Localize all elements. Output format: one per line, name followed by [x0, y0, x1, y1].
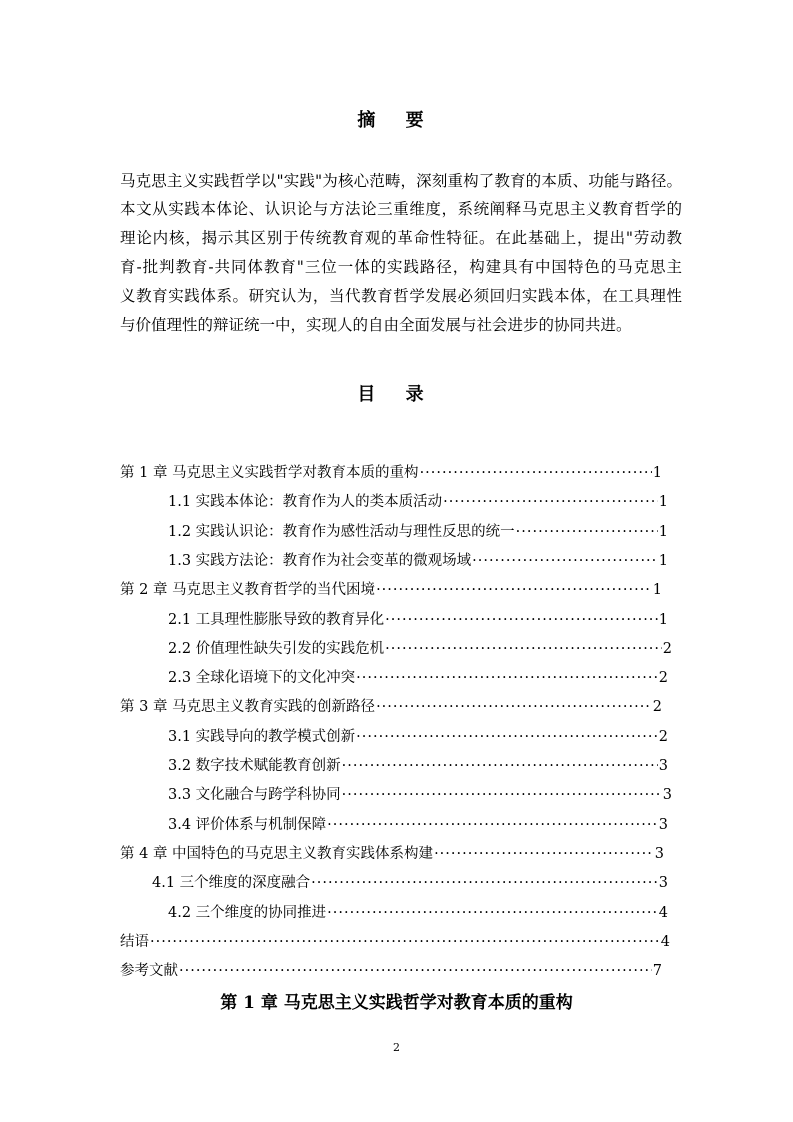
toc-entry-label: 1.1 实践本体论：教育作为人的类本质活动: [168, 494, 443, 511]
toc-entry-page: 1: [652, 465, 662, 481]
toc-entry-page: 3: [654, 845, 664, 862]
toc-entry-label: 1.2 实践认识论：教育作为感性活动与理性反思的统一: [168, 523, 515, 540]
toc-leader-dots: [342, 756, 658, 776]
toc-leader-dots: [327, 815, 658, 835]
toc-leader-dots: [516, 522, 658, 542]
toc-entry-page: 4: [658, 904, 668, 921]
abstract-line: 本文从实践本体论、认识论与方法论三重维度，系统阐释马克思主义教育哲学的: [120, 200, 682, 218]
abstract-line: 马克思主义实践哲学以"实践"为核心范畴，深刻重构了教育的本质、功能与路径。: [120, 172, 682, 190]
toc-entry-label: 3.4 评价体系与机制保障: [168, 816, 327, 833]
toc-entry[interactable]: [168, 756, 668, 776]
toc-title: 目 录: [357, 384, 436, 405]
toc-entry-label: 第 2 章 马克思主义教育哲学的当代困境: [120, 582, 376, 599]
toc-entry-page: 2: [652, 699, 662, 716]
toc-entry[interactable]: [168, 903, 668, 923]
toc-entry-page: 4: [660, 933, 670, 950]
toc-entry-label: 第 4 章 中国特色的马克思主义教育实践体系构建: [120, 845, 434, 862]
toc-leader-dots: [356, 668, 658, 688]
toc-entry[interactable]: [120, 961, 662, 981]
toc-entry[interactable]: [152, 873, 668, 893]
toc-entry-label: 4.1 三个维度的深度融合: [152, 875, 311, 892]
toc-leader-dots: [385, 639, 662, 659]
toc-entry-label: 第 1 章 马克思主义实践哲学对教育本质的重构: [120, 465, 419, 481]
toc-entry-label: 2.1 工具理性膨胀导致的教育异化: [168, 611, 385, 628]
toc-entry-label: 4.2 三个维度的协同推进: [168, 904, 327, 921]
toc-entry-page: 3: [658, 758, 668, 774]
toc-entry-label: 结语: [120, 933, 149, 950]
toc-entry-label: 3.1 实践导向的教学模式创新: [168, 728, 356, 745]
toc-entry[interactable]: [168, 727, 668, 747]
toc-entry[interactable]: [120, 580, 662, 600]
toc-entry[interactable]: [120, 463, 662, 483]
abstract-line: 理论内核，揭示其区别于传统教育观的革命性特征。在此基础上，提出"劳动教: [120, 229, 682, 247]
chapter-heading: 第 1 章 马克思主义实践哲学对教育本质的重构: [220, 993, 573, 1013]
toc-leader-dots: [327, 903, 658, 923]
toc-entry-page: 1: [658, 611, 668, 628]
toc-entry-page: 3: [658, 875, 668, 892]
toc-leader-dots: [356, 727, 658, 747]
toc-entry-label: 参考文献: [120, 963, 178, 980]
toc-entry[interactable]: [168, 492, 668, 512]
toc-entry-page: 3: [662, 787, 672, 804]
toc-entry[interactable]: [120, 844, 664, 864]
toc-entry[interactable]: [120, 697, 662, 717]
abstract-line: 与价值理性的辩证统一中，实现人的自由全面发展与社会进步的协同共进。: [120, 316, 632, 334]
toc-entry-page: 2: [662, 640, 672, 657]
abstract-title: 摘 要: [357, 110, 436, 131]
toc-entry-label: 2.3 全球化语境下的文化冲突: [168, 670, 356, 687]
toc-entry-label: 3.2 数字技术赋能教育创新: [168, 758, 341, 774]
toc-entry[interactable]: [168, 639, 672, 659]
toc-entry[interactable]: [168, 610, 668, 630]
toc-leader-dots: [179, 961, 652, 981]
page-number: 2: [393, 1041, 400, 1054]
toc-entry-page: 3: [658, 816, 668, 833]
toc-entry-page: 2: [658, 670, 668, 687]
toc-leader-dots: [311, 873, 658, 893]
abstract-line: 义教育实践体系。研究认为，当代教育哲学发展必须回归实践本体，在工具理性: [120, 287, 682, 305]
toc-leader-dots: [342, 785, 662, 805]
toc-entry-page: 1: [658, 552, 668, 569]
toc-entry[interactable]: [168, 668, 668, 688]
toc-leader-dots: [150, 932, 660, 952]
toc-entry-label: 1.3 实践方法论：教育作为社会变革的微观场域: [168, 552, 472, 569]
toc-leader-dots: [443, 492, 658, 512]
toc-entry-page: 7: [652, 963, 662, 980]
toc-leader-dots: [376, 697, 652, 717]
toc-entry-label: 3.3 文化融合与跨学科协同: [168, 787, 341, 804]
toc-entry-page: 2: [658, 728, 668, 745]
toc-entry[interactable]: [168, 815, 668, 835]
abstract-line: 育-批判教育-共同体教育"三位一体的实践路径，构建具有中国特色的马克思主: [120, 258, 682, 276]
toc-entry[interactable]: [168, 551, 668, 571]
toc-leader-dots: [420, 463, 652, 483]
toc-entry-label: 2.2 价值理性缺失引发的实践危机: [168, 640, 385, 657]
toc-entry[interactable]: [168, 785, 672, 805]
toc-entry-label: 第 3 章 马克思主义教育实践的创新路径: [120, 699, 376, 716]
toc-entry[interactable]: [168, 522, 668, 542]
toc-leader-dots: [385, 610, 658, 630]
toc-leader-dots: [376, 580, 652, 600]
toc-entry-page: 1: [652, 582, 662, 599]
toc-entry-page: 1: [658, 494, 668, 511]
toc-leader-dots: [472, 551, 658, 571]
toc-entry[interactable]: [120, 932, 670, 952]
toc-leader-dots: [434, 844, 654, 864]
toc-entry-page: 1: [658, 523, 668, 540]
